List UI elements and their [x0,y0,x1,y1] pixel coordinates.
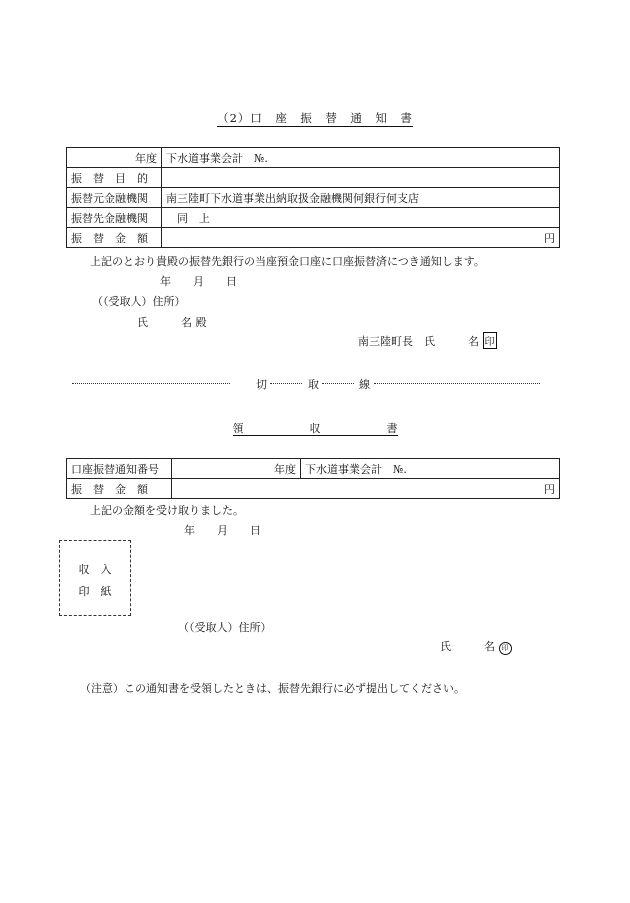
note-text: （注意）この通知書を受領したときは、振替先銀行に必ず提出してください。 [80,682,465,695]
notice-recipient-address: （（受取人）住所） [92,295,186,308]
table-row [67,148,560,168]
receipt-text: 上記の金額を受け取りました。 [90,504,244,517]
receipt-title: 領 収 書 [232,422,398,435]
receipt-recipient [440,638,512,655]
receipt-recipient-name: 氏 名 [440,640,495,653]
notice-text: 上記のとおり貴殿の振替先銀行の当座預金口座に口座振替済につき通知します。 [90,255,485,268]
source-bank-label: 振替元金融機関 [67,188,162,208]
cut-line-dots [72,383,230,384]
cut-line-dots [374,383,540,384]
purpose-value [162,168,560,188]
notice-sender [358,332,497,349]
seal-mark: 印 [499,642,512,655]
cut-line [72,376,542,390]
table-row [67,208,560,228]
source-bank-value: 南三陸町下水道事業出納取扱金融機関何銀行何支店 [162,188,560,208]
cut-label-2: 取 [308,378,319,391]
amount-value: 円 [162,228,560,248]
dest-bank-value: 同 上 [162,208,560,228]
receipt-fiscal-year-label: 年度 [172,459,301,479]
notice-recipient-name: 氏 名 殿 [137,316,207,329]
fiscal-year-label: 年度 [67,148,162,168]
notice-date: 年 月 日 [160,275,237,288]
table-row [67,168,560,188]
notice-number-label: 口座振替通知番号 [67,459,172,479]
table-row [67,459,560,479]
revenue-stamp-box [59,540,131,616]
receipt-recipient-address: （（受取人）住所） [178,621,272,634]
receipt-amount-value: 円 [172,479,560,499]
sender-name: 南三陸町長 氏 名 [358,335,479,348]
amount-label: 振 替 金 額 [67,228,162,248]
table-row [67,188,560,208]
purpose-label: 振 替 目 的 [67,168,162,188]
notice-table [66,147,560,248]
fiscal-year-value: 下水道事業会計 №. [162,148,560,168]
table-row [67,479,560,499]
receipt-fiscal-year-value: 下水道事業会計 №. [301,459,560,479]
stamp-label-1: 収 入 [78,563,112,576]
table-row [67,228,560,248]
dest-bank-label: 振替先金融機関 [67,208,162,228]
cut-label-1: 切 [256,378,267,391]
notice-title: （2）口 座 振 替 通 知 書 [217,111,413,125]
seal-mark: 印 [483,332,497,349]
cut-line-dots [270,383,302,384]
receipt-amount-label: 振 替 金 額 [67,479,172,499]
stamp-label-2: 印 紙 [78,585,112,598]
receipt-date: 年 月 日 [184,524,261,537]
cut-label-3: 線 [359,378,370,391]
receipt-table [66,458,560,499]
cut-line-dots [322,383,354,384]
